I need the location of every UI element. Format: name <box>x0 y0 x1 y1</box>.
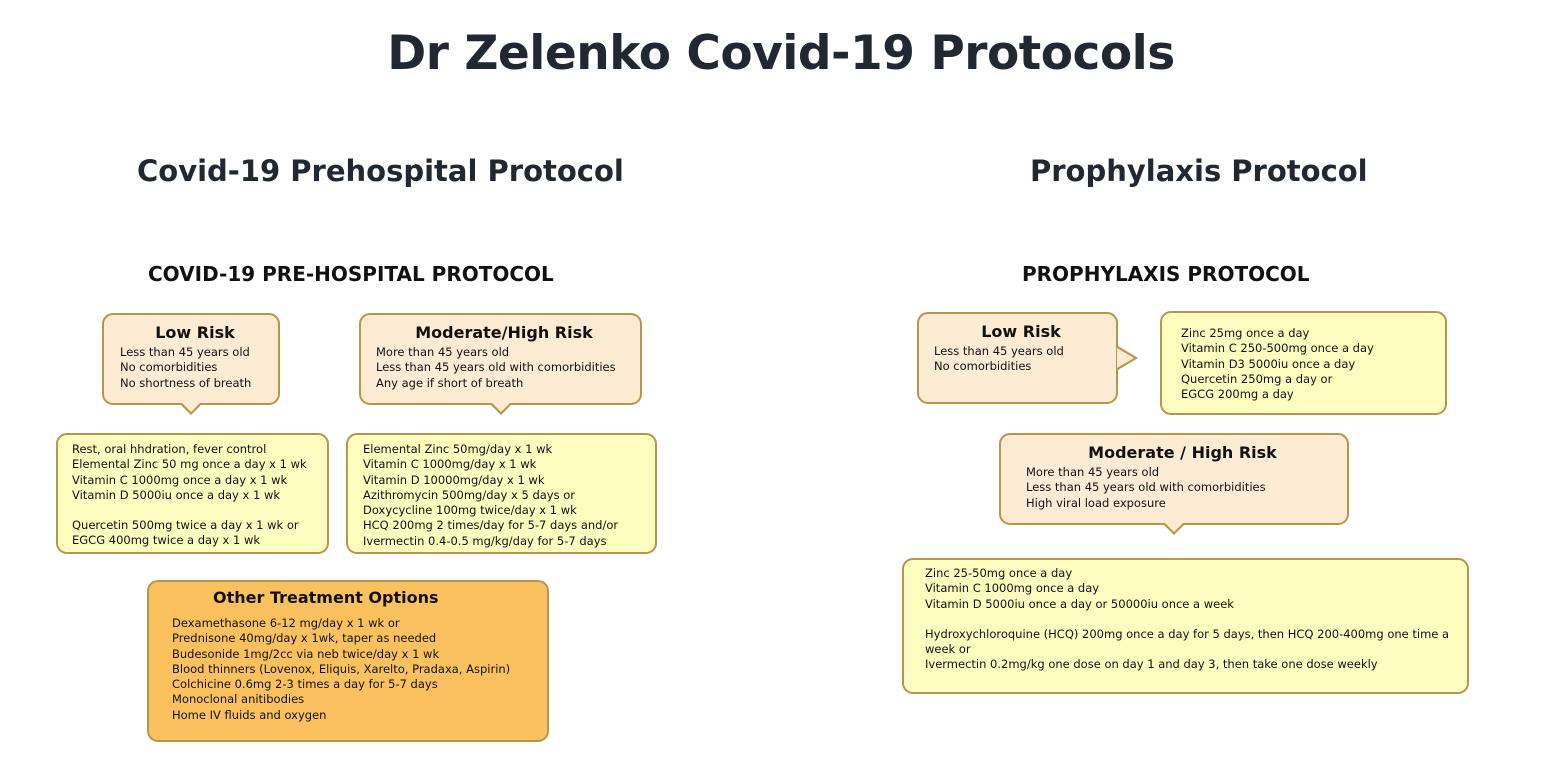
treatment-line: Doxycycline 100mg twice/day x 1 wk <box>363 503 577 518</box>
prophylaxis-high-risk-box <box>999 433 1349 525</box>
criteria-line: No comorbidities <box>120 360 218 375</box>
prophylaxis-caps-title: PROPHYLAXIS PROTOCOL <box>1022 262 1310 286</box>
prehospital-caps-title: COVID-19 PRE-HOSPITAL PROTOCOL <box>148 262 554 286</box>
prehospital-high-treatment-box <box>346 433 657 554</box>
option-line: Monoclonal anitibodies <box>172 692 305 707</box>
criteria-line: No comorbidities <box>934 359 1032 374</box>
prophylaxis-high-treatment-box <box>902 558 1469 694</box>
treatment-line: Vitamin C 1000mg/day x 1 wk <box>363 457 537 472</box>
treatment-line: Rest, oral hhdration, fever control <box>72 442 267 456</box>
treatment-line: Elemental Zinc 50 mg once a day x 1 wk <box>72 457 307 472</box>
option-line: Budesonide 1mg/2cc via neb twice/day x 1 wk <box>172 646 440 661</box>
other-options-heading: Other Treatment Options <box>213 588 439 607</box>
treatment-line: Ivermectin 0.2mg/kg one dose on day 1 and day 3, then take one dose weekly <box>925 657 1378 672</box>
option-line: Colchicine 0.6mg 2-3 times a day for 5-7 days <box>172 677 438 692</box>
prehospital-section-title: Covid-19 Prehospital Protocol <box>137 154 624 188</box>
treatment-line: Ivermectin 0.4-0.5 mg/kg/day for 5-7 days <box>363 533 607 548</box>
prophylaxis-section-title: Prophylaxis Protocol <box>1030 154 1368 188</box>
treatment-line: Zinc 25mg once a day <box>1181 326 1310 340</box>
page-title: Dr Zelenko Covid-19 Protocols <box>387 26 1175 81</box>
option-line: Dexamethasone 6-12 mg/day x 1 wk or <box>172 616 400 630</box>
high-risk-heading: Moderate / High Risk <box>1088 443 1277 462</box>
low-risk-heading: Low Risk <box>155 323 235 342</box>
prophylaxis-low-treatment-box <box>1160 311 1447 415</box>
treatment-line: Vitamin D3 5000iu once a day <box>1181 356 1356 371</box>
option-line: Blood thinners (Lovenox, Eliquis, Xarelto, Pradaxa, Aspirin) <box>172 661 511 676</box>
low-risk-heading: Low Risk <box>981 322 1061 341</box>
option-line: Prednisone 40mg/day x 1wk, taper as needed <box>172 631 437 646</box>
treatment-line: Vitamin D 10000mg/day x 1 wk <box>363 472 545 487</box>
treatment-line: Vitamin C 1000mg once a day <box>925 581 1100 596</box>
treatment-line: Vitamin D 5000iu once a day or 50000iu once a week <box>925 596 1234 611</box>
treatment-line: Zinc 25-50mg once a day <box>925 566 1073 580</box>
prehospital-low-treatment-box <box>56 433 329 554</box>
prehospital-low-risk-box <box>102 313 280 405</box>
criteria-line: Less than 45 years old <box>934 344 1064 358</box>
treatment-line: Hydroxychloroquine (HCQ) 200mg once a day for 5 days, then HCQ 200-400mg one time a week or <box>925 626 1450 657</box>
criteria-line: No shortness of breath <box>120 375 252 390</box>
criteria-line: High viral load exposure <box>1026 495 1166 510</box>
criteria-line: Less than 45 years old with comorbidities <box>376 360 616 375</box>
criteria-line: Less than 45 years old <box>120 345 250 359</box>
prehospital-high-risk-box <box>359 313 642 405</box>
treatment-line: Vitamin D 5000iu once a day x 1 wk <box>72 487 281 502</box>
treatment-line: Elemental Zinc 50mg/day x 1 wk <box>363 442 553 456</box>
other-treatment-options-box <box>147 580 549 742</box>
criteria-line: Less than 45 years old with comorbidities <box>1026 480 1266 495</box>
treatment-line: HCQ 200mg 2 times/day for 5-7 days and/or <box>363 518 619 533</box>
criteria-line: More than 45 years old <box>1026 465 1160 479</box>
high-risk-heading: Moderate/High Risk <box>415 323 593 342</box>
criteria-line: Any age if short of breath <box>376 375 524 390</box>
option-line: Home IV fluids and oxygen <box>172 707 327 722</box>
treatment-line: Quercetin 500mg twice a day x 1 wk or <box>72 518 299 533</box>
criteria-line: More than 45 years old <box>376 345 510 359</box>
treatment-line: EGCG 400mg twice a day x 1 wk <box>72 533 261 548</box>
treatment-line: Vitamin C 250-500mg once a day <box>1181 341 1374 356</box>
treatment-line: Vitamin C 1000mg once a day x 1 wk <box>72 472 288 487</box>
treatment-line: Quercetin 250mg a day or <box>1181 371 1333 386</box>
treatment-line: Azithromycin 500mg/day x 5 days or <box>363 487 576 502</box>
prophylaxis-low-risk-box <box>917 312 1118 404</box>
treatment-line: EGCG 200mg a day <box>1181 387 1294 402</box>
